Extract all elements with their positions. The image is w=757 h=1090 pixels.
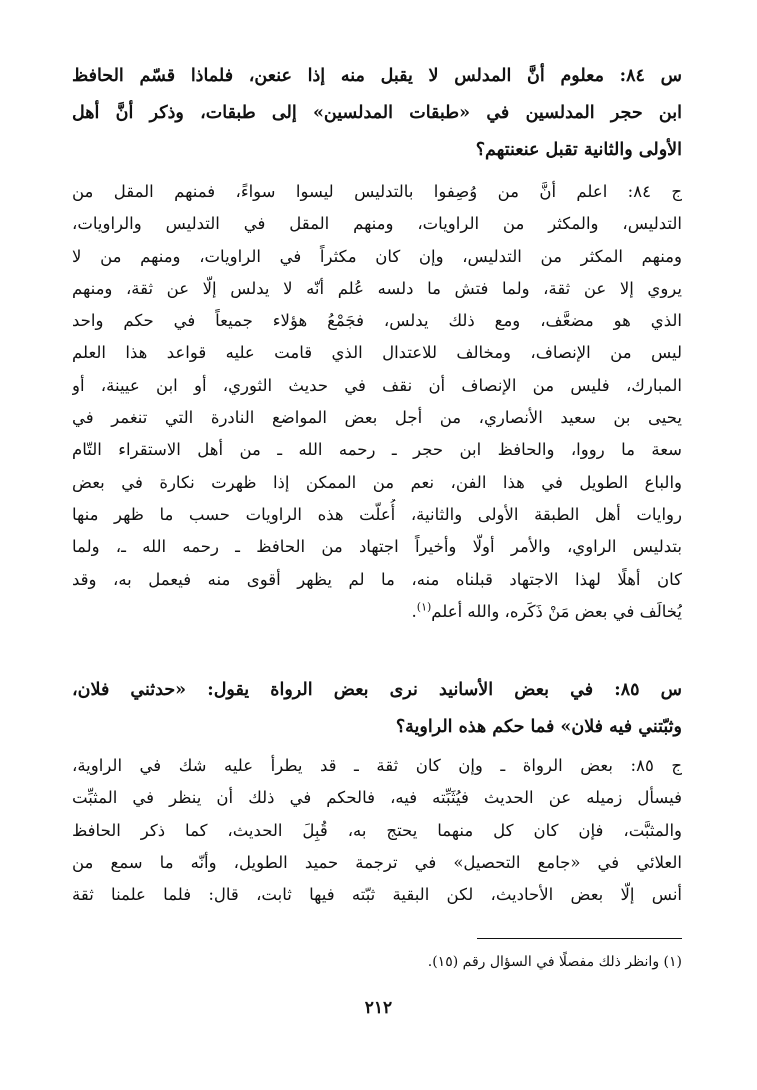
- answer-84-end: .: [411, 601, 417, 621]
- question-84-line: ابن حجر المدلسين في «طبقات المدلسين» إلى طبقات، وذكر أنَّ أهل: [72, 103, 682, 123]
- answer-84-line: المبارك، فليس من الإنصاف أن نقف في حديث الثوري، أو ابن عيينة، أو: [72, 375, 682, 395]
- answer-84-line: ليس من الإنصاف، ومخالف للاعتدال الذي قامت عليه قواعد هذا العلم: [72, 343, 682, 363]
- answer-85-line: العلائي في «جامع التحصيل» في ترجمة حميد الطويل، وأنّه ما سمع من: [72, 852, 682, 872]
- answer-84: [72, 176, 682, 628]
- answer-84-line: يروي إلا عن ثقة، ولما فتش ما دلسه عُلم أنّه لا يدلس إلّا عن ثقة، ومنهم: [72, 278, 682, 298]
- answer-84-line: الذي هو مضعَّف، ومع ذلك يدلس، فجَمْعُ هؤلاء جميعاً في حكم واحد: [72, 311, 682, 331]
- question-84-line: س ٨٤: معلوم أنَّ المدلس لا يقبل منه إذا عنعن، فلماذا قسّم الحافظ: [72, 66, 682, 86]
- question-84-line: الأولى والثانية تقبل عنعنتهم؟: [475, 140, 682, 160]
- footnote-divider: [477, 938, 682, 939]
- answer-84-line: يحيى بن سعيد الأنصاري، من أجل بعض المواضع النادرة التي تنغمر في: [72, 408, 682, 428]
- question-85-line: وثبّتني فيه فلان» فما حكم هذه الراوية؟: [395, 717, 682, 737]
- answer-84-line: يُخالَف في بعض مَنْ ذَكَره، والله أعلم: [431, 601, 682, 621]
- answer-84-last-line: [72, 596, 682, 628]
- footnote-marker: (١): [416, 600, 432, 614]
- answer-84-line: كان أهلًا لهذا الاجتهاد قبلناه منه، ما لم يظهر أقوى منه فيعمل به، وقد: [72, 569, 682, 589]
- answer-85-line: ج ٨٥: بعض الرواة ـ وإن كان ثقة ـ قد يطرأ عليه شك في الراوية،: [72, 756, 682, 775]
- page-number: ٢١٢: [364, 998, 393, 1018]
- answer-84-line: ج ٨٤: اعلم أنَّ من وُصِفوا بالتدليس ليسوا سواءً، فمنهم المقل من: [72, 182, 682, 201]
- answer-84-line: والباع الطويل في هذا الفن، نعم من الممكن إذا ظهرت نكارة في بعض: [72, 472, 682, 492]
- answer-84-line: ومنهم المكثر من التدليس، وإن كان مكثراً في الراويات، ومنهم من لا: [72, 246, 682, 266]
- answer-84-line: التدليس، والمكثر من الراويات، ومنهم المقل في التدليس والراويات،: [72, 214, 682, 234]
- footnote: (١) وانظر ذلك مفصلًا في السؤال رقم (١٥).: [427, 954, 682, 970]
- answer-84-line: سعة ما رووا، والحافظ ابن حجر ـ رحمه الله ـ من أهل الاستقراء التّام: [72, 440, 682, 460]
- question-85: [72, 672, 682, 746]
- answer-85: [72, 750, 682, 911]
- question-84: [72, 58, 682, 169]
- answer-85-line: فيسأل زميله عن الحديث فيُثَبِّته فيه، فالحكم في ذلك أن ينظر في المثبِّت: [72, 788, 682, 808]
- answer-84-line: روايات أهل الطبقة الأولى والثانية، أُعلّت هذه الراويات حسب ما ظهر منها: [72, 504, 682, 524]
- question-85-line: س ٨٥: في بعض الأسانيد نرى بعض الرواة يقول: «حدثني فلان،: [72, 680, 682, 700]
- answer-85-line: والمثبَّت، فإن كان كل منهما يحتج به، قُبِلَ الحديث، كما ذكر الحافظ: [72, 820, 682, 840]
- answer-85-line: أنس إلّا بعض الأحاديث، لكن البقية ثبّته فيها ثابت، قال: فلما علمنا ثقة: [72, 885, 682, 905]
- answer-84-line: بتدليس الراوي، والأمر أولّا وأخيراً اجتهاد من الحافظ ـ رحمه الله ـ، ولما: [72, 537, 682, 557]
